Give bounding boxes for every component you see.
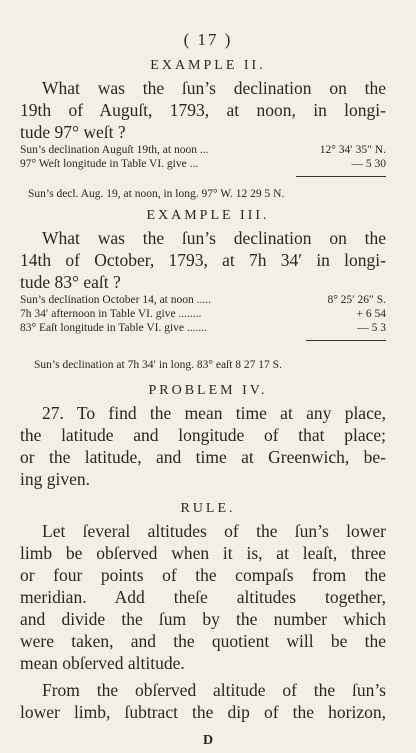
example-2-question-line: tude 97° weſt ?	[20, 122, 126, 142]
example-2-question-line: 19th of Auguſt, 1793, at noon, in longi-	[20, 100, 386, 120]
row-value: 8° 25′ 26″ S.	[327, 294, 386, 306]
problem-4-line: or the latitude, and time at Greenwich, be-	[20, 447, 386, 467]
rule-line: were taken, and the quotient will be the	[20, 631, 386, 651]
example-2-question	[20, 77, 386, 143]
example-3-result: Sun’s declination at 7h 34′ in long. 83° eaſt 8 27 17 S.	[34, 359, 282, 371]
rule-line: lower limb, ſubtract the dip of the horizon,	[20, 702, 386, 722]
rule-heading: RULE.	[180, 501, 236, 516]
problem-4-text	[20, 402, 386, 490]
signature-mark: D	[202, 733, 214, 748]
example-3-heading: EXAMPLE III.	[146, 208, 270, 223]
rule-line: and divide the ſum by the number which	[20, 609, 386, 629]
rule-paragraph-2	[20, 679, 386, 723]
example-2-heading: EXAMPLE II.	[150, 58, 266, 73]
row-value: 12° 34′ 35″ N.	[319, 144, 386, 156]
page-number: ( 17 )	[183, 30, 233, 49]
example-3-question-line: What was the ſun’s declination on the	[42, 228, 386, 248]
example-3-question-line: 14th of October, 1793, at 7h 34′ in longi-	[20, 250, 386, 270]
row-label: Sun’s declination October 14, at noon .....	[20, 294, 211, 306]
sum-rule	[296, 176, 386, 177]
rule-line: From the obſerved altitude of the ſun’s	[42, 680, 386, 700]
row-label: 83° Eaſt longitude in Table VI. give .......	[20, 322, 208, 334]
example-3-question	[20, 227, 386, 293]
problem-4-line: 27. To find the mean time at any place,	[42, 403, 386, 423]
rule-line: or four points of the compaſs from the	[20, 565, 386, 585]
row-label: 7h 34′ afternoon in Table VI. give ........	[20, 308, 202, 320]
row-value: — 5 30	[351, 158, 386, 170]
example-2-question-line: What was the ſun’s declination on the	[42, 78, 386, 98]
example-3-question-line: tude 83° eaſt ?	[20, 272, 121, 292]
row-label: 97° Weſt longitude in Table VI. give ...	[20, 158, 199, 170]
problem-4-line: the latitude and longitude of that place;	[20, 425, 386, 445]
sum-rule	[306, 340, 386, 341]
rule-line: limb be obſerved when it is, at leaſt, three	[20, 543, 386, 563]
rule-line: mean obſerved altitude.	[20, 653, 185, 673]
row-value: + 6 54	[356, 308, 386, 320]
problem-4-heading: PROBLEM IV.	[148, 383, 268, 398]
rule-paragraph-1	[20, 520, 386, 674]
rule-line: Let ſeveral altitudes of the ſun’s lower	[42, 521, 386, 541]
row-label: Sun’s declination Auguſt 19th, at noon ...	[20, 144, 209, 156]
problem-4-line: ing given.	[20, 469, 90, 489]
row-value: — 5 3	[357, 322, 386, 334]
example-2-result: Sun’s decl. Aug. 19, at noon, in long. 97° W. 12 29 5 N.	[28, 188, 285, 200]
rule-line: meridian. Add theſe altitudes together,	[20, 587, 386, 607]
